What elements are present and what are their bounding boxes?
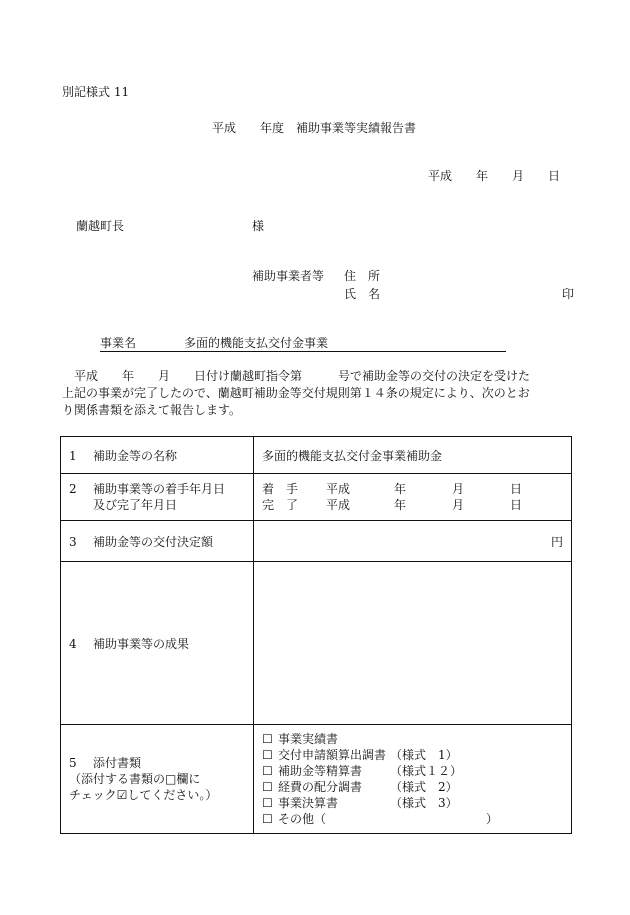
report-body	[62, 368, 592, 419]
start-day: 日	[510, 482, 523, 496]
attachments-note: （添付する書類の□欄に	[69, 772, 201, 786]
table-row	[61, 725, 572, 834]
row-number: 2	[69, 482, 77, 496]
row-label	[61, 437, 254, 474]
row-number: 1	[69, 448, 77, 463]
list-item: ☐ 補助金等精算書 （様式１２）	[262, 764, 463, 778]
yen-unit: 円	[550, 534, 563, 549]
checkbox[interactable]: ☐	[262, 780, 273, 794]
attachments-note: チェック☑してください。）	[69, 788, 218, 802]
name-label: 氏 名	[344, 287, 381, 301]
list-item: ☐ 経費の配分調書 （様式 2）	[262, 780, 458, 794]
body-line: り関係書類を添えて報告します。	[62, 403, 242, 417]
results-value	[254, 562, 572, 725]
table-row	[61, 521, 572, 562]
table-row	[61, 562, 572, 725]
row-label	[61, 562, 254, 725]
report-date: 平成 年 月 日	[428, 169, 561, 183]
end-month: 月	[452, 498, 465, 512]
project-label: 事業名	[100, 336, 137, 350]
form-number: 別記様式 11	[62, 85, 130, 99]
body-line: 平成 年 月 日付け蘭越町指令第 号で補助金等の交付の決定を受けた	[62, 369, 531, 383]
checkbox[interactable]: ☐	[262, 812, 273, 826]
row-number: 5	[69, 756, 77, 770]
results-label: 補助事業等の成果	[93, 636, 190, 651]
table-row	[61, 474, 572, 521]
body-line: 上記の事業が完了したので、蘭越町補助金等交付規則第１４条の規定により、次のとお	[62, 386, 530, 400]
table-row	[61, 437, 572, 474]
checkbox[interactable]: ☐	[262, 796, 273, 810]
address-label: 住 所	[344, 269, 381, 283]
attachments-label: 添付書類	[93, 756, 142, 770]
attachments-list	[254, 725, 572, 834]
grant-amount-label: 補助金等の交付決定額	[93, 534, 214, 549]
list-item: ☐ 交付申請額算出調書 （様式 1）	[262, 748, 458, 762]
honorific: 様	[252, 219, 265, 233]
dates-label: 補助事業等の着手年月日	[93, 482, 226, 496]
other-close: ）	[486, 812, 499, 826]
start-era: 平成	[326, 482, 351, 496]
row-label	[61, 474, 254, 521]
dates-value	[254, 474, 572, 521]
list-item: ☐ 事業実績書	[262, 732, 339, 746]
checkbox[interactable]: ☐	[262, 764, 273, 778]
end-year: 年	[394, 498, 407, 512]
list-item: ☐ その他（ ）	[262, 812, 499, 826]
project-line	[100, 337, 506, 352]
report-table	[60, 436, 572, 834]
dates-label-cont: 及び完了年月日	[93, 498, 178, 512]
row-number: 3	[69, 534, 77, 549]
addressee: 蘭越町長	[76, 219, 125, 233]
end-era: 平成	[326, 498, 351, 512]
row-label	[61, 725, 254, 834]
checkbox[interactable]: ☐	[262, 748, 273, 762]
subsidy-name-value: 多面的機能支払交付金事業補助金	[254, 437, 572, 474]
subsidy-name-label: 補助金等の名称	[93, 448, 178, 463]
list-item: ☐ 事業決算書 （様式 3）	[262, 796, 458, 810]
applicant-label: 補助事業者等	[252, 269, 325, 283]
row-label	[61, 521, 254, 562]
row-number: 4	[69, 636, 77, 651]
grant-amount-value	[254, 521, 572, 562]
seal-mark: 印	[562, 287, 575, 301]
checkbox[interactable]: ☐	[262, 732, 273, 746]
end-day: 日	[510, 498, 523, 512]
document-title: 平成 年度 補助事業等実績報告書	[212, 121, 417, 135]
start-year: 年	[394, 482, 407, 496]
start-month: 月	[452, 482, 465, 496]
end-label: 完 了	[262, 498, 299, 512]
project-name: 多面的機能支払交付金事業	[184, 336, 329, 350]
start-label: 着 手	[262, 482, 299, 496]
